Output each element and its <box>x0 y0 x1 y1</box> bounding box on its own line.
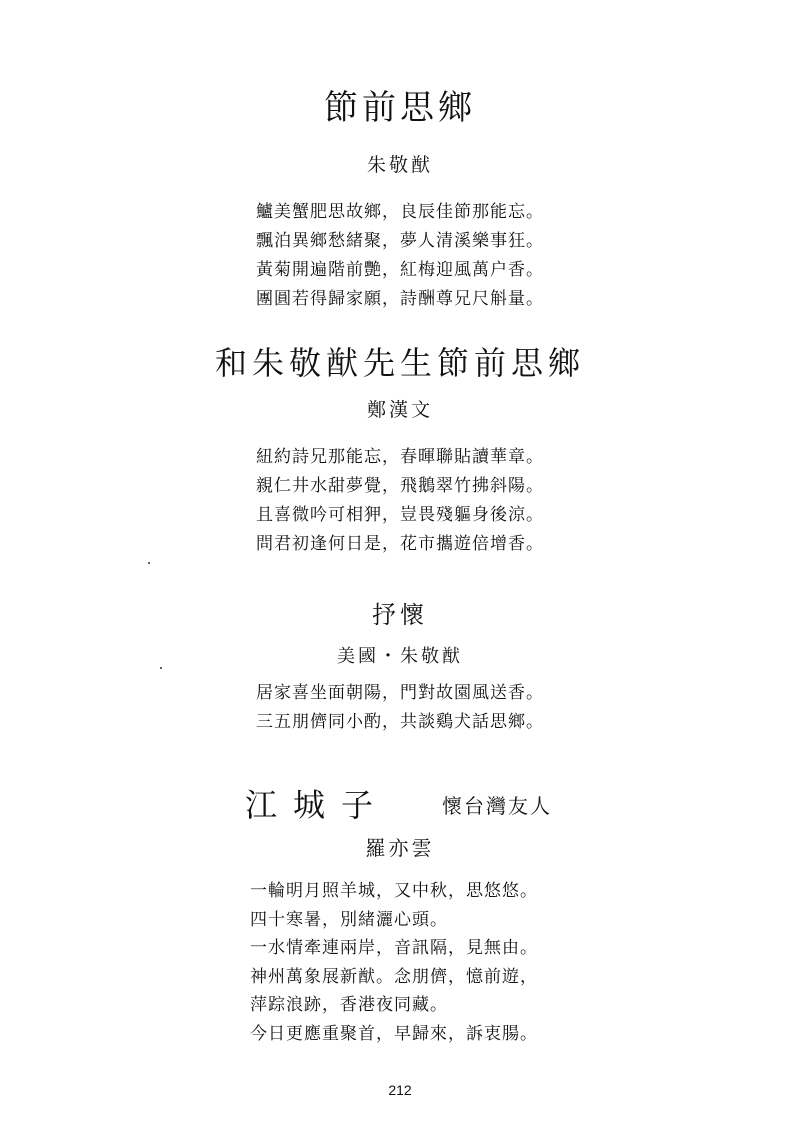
scan-speck <box>148 562 150 564</box>
poem-line: 三五朋儕同小酌，共談鷄犬話思鄉。 <box>256 712 544 732</box>
poem-1-title: 節前思鄉 <box>324 88 476 128</box>
poem-1-author: 朱敬猷 <box>366 154 433 176</box>
poem-4-body <box>250 877 538 1048</box>
poem-line: 紐約詩兄那能忘，春暉聯貼讀華章。 <box>256 447 544 467</box>
page-number: 212 <box>388 1082 412 1098</box>
poem-line: 今日更應重聚首，早歸來，訴衷腸。 <box>250 1023 538 1044</box>
poem-line: 神州萬象展新猷。念朋儕，憶前遊， <box>250 966 538 987</box>
poem-2-author: 鄭漢文 <box>366 399 433 421</box>
poem-line: 四十寒暑，別緒灑心頭。 <box>250 909 448 930</box>
poem-line: 居家喜坐面朝陽，門對故園風送香。 <box>256 683 544 703</box>
poem-line: 萍踪浪跡，香港夜同藏。 <box>250 995 448 1015</box>
poem-line: 一水情牽連兩岸，音訊隔，見無由。 <box>250 938 538 958</box>
poem-2-title: 和朱敬猷先生節前思鄉 <box>214 344 585 382</box>
poem-4-title: 江城子 <box>245 786 390 824</box>
poem-line: 黃菊開遍階前艷，紅梅迎風萬户香。 <box>256 260 544 280</box>
poem-3-author: 美國・朱敬猷 <box>337 646 463 667</box>
poem-line: 親仁井水甜夢覺，飛鵝翠竹拂斜陽。 <box>256 476 544 496</box>
poem-line: 飄泊異鄉愁緒聚，夢人清溪樂事狂。 <box>256 231 544 251</box>
poem-line: 且喜微吟可相狎，豈畏殘軀身後涼。 <box>256 505 544 525</box>
poem-3-body <box>0 679 800 737</box>
poem-3-title: 抒懷 <box>372 601 428 629</box>
poem-line: 一輪明月照羊城，又中秋，思悠悠。 <box>250 881 538 901</box>
poem-4-subtitle: 懷台灣友人 <box>442 794 552 818</box>
poem-line: 團圓若得歸家願，詩酬尊兄尺斛量。 <box>256 289 544 309</box>
poem-4-author: 羅亦雲 <box>365 836 435 860</box>
poem-1-body <box>0 198 800 314</box>
poem-2-body <box>0 443 800 559</box>
poem-line: 鱸美蟹肥思故鄉，良辰佳節那能忘。 <box>256 202 544 222</box>
poem-line: 問君初逢何日是，花市攜遊倍增香。 <box>256 534 544 554</box>
